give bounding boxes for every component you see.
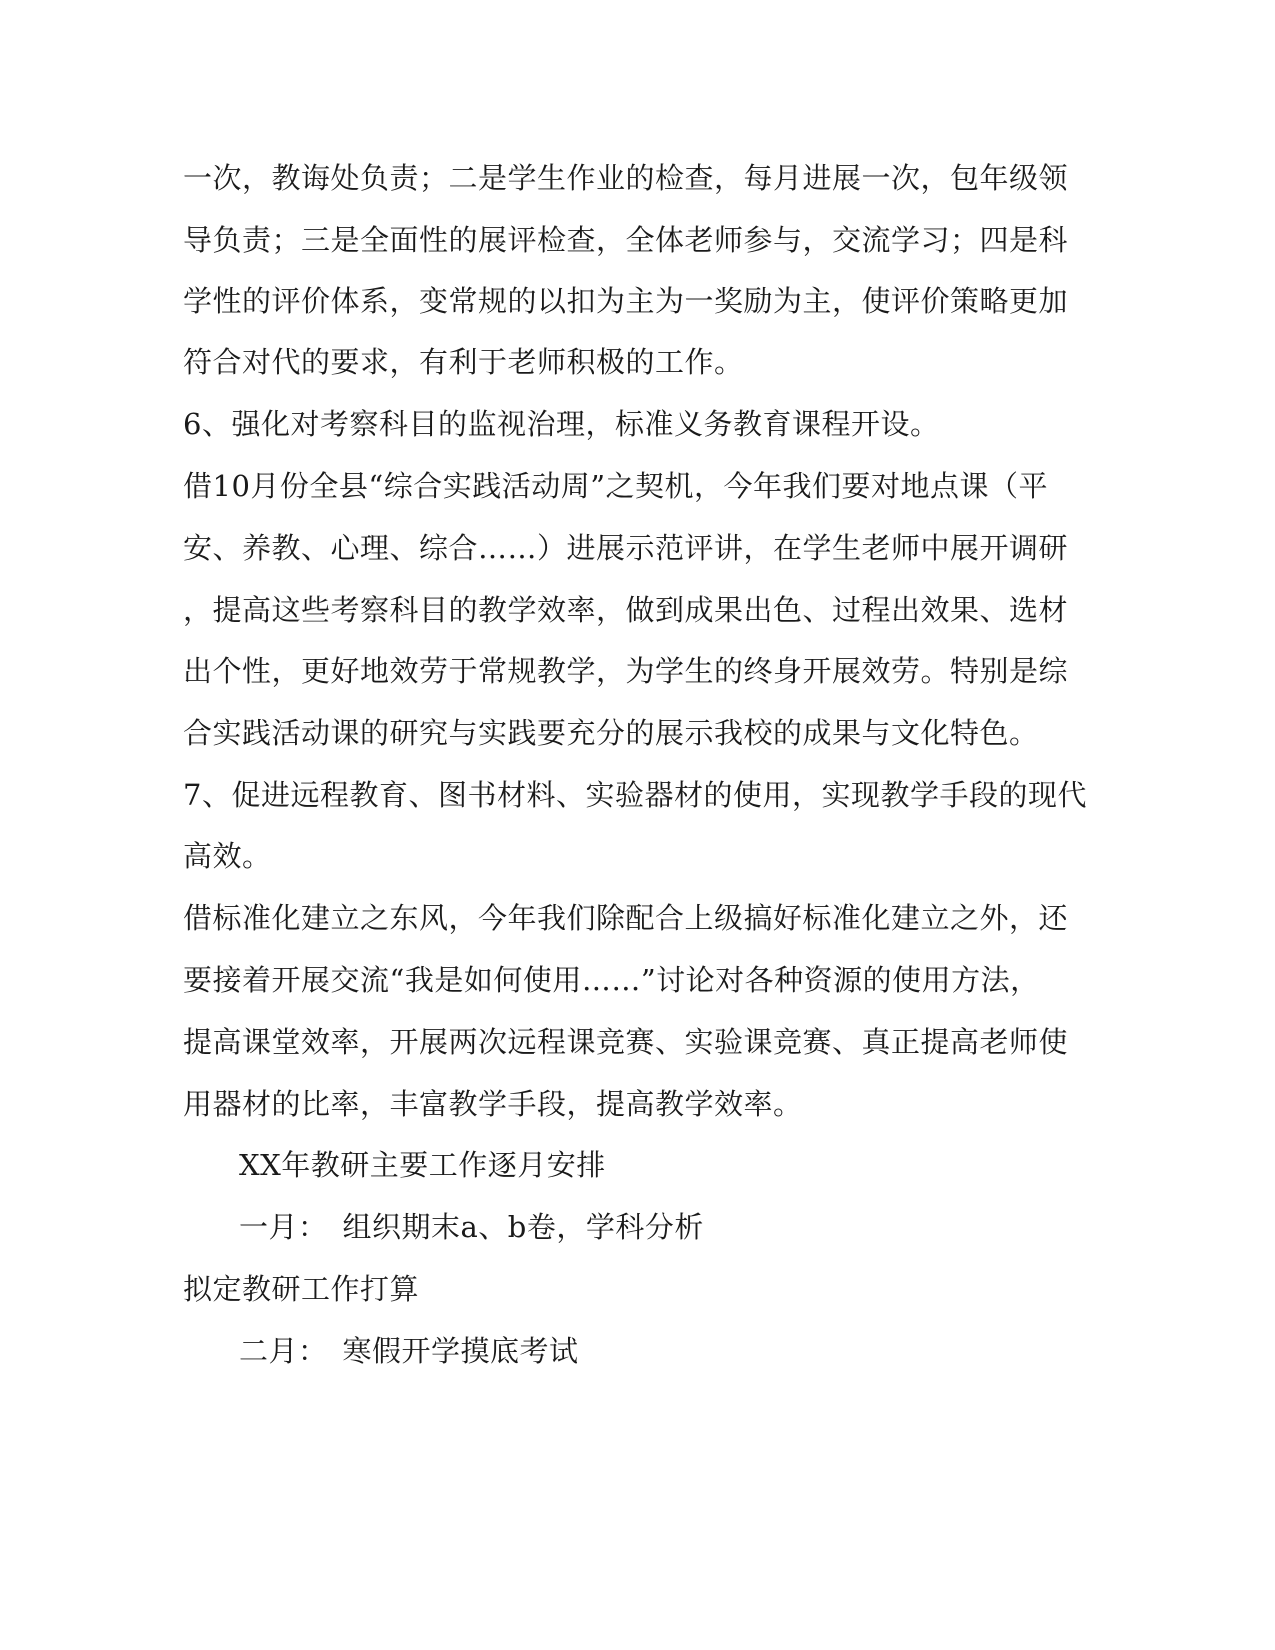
schedule-item-january: 一月： 组织期末a、b卷，学科分析 [239, 1210, 704, 1244]
text-line: 要接着开展交流“我是如何使用……”讨论对各种资源的使用方法， [183, 963, 1040, 997]
schedule-item-february: 二月： 寒假开学摸底考试 [239, 1334, 579, 1368]
text-line: 学性的评价体系，变常规的以扣为主为一奖励为主，使评价策略更加 [183, 284, 1069, 318]
text-line: 7、促进远程教育、图书材料、实验器材的使用，实现教学手段的现代 [183, 778, 1087, 812]
text-line: 提高课堂效率，开展两次远程课竞赛、实验课竞赛、真正提高老师使 [183, 1025, 1069, 1059]
text-line: 用器材的比率，丰富教学手段，提高教学效率。 [183, 1087, 803, 1121]
text-line: 符合对代的要求，有利于老师积极的工作。 [183, 345, 744, 379]
text-line: 借标准化建立之东风，今年我们除配合上级搞好标准化建立之外，还 [183, 901, 1069, 935]
text-line: ，提高这些考察科目的教学效率，做到成果出色、过程出效果、选材 [183, 593, 1069, 627]
text-line: 安、养教、心理、综合……）进展示范评讲，在学生老师中展开调研 [183, 531, 1069, 565]
text-line: 6、强化对考察科目的监视治理，标准义务教育课程开设。 [183, 407, 940, 441]
text-line: 合实践活动课的研究与实践要充分的展示我校的成果与文化特色。 [183, 716, 1039, 750]
text-line: 高效。 [183, 839, 272, 873]
schedule-heading: XX年教研主要工作逐月安排 [239, 1148, 606, 1182]
text-line: 一次，教诲处负责；二是学生作业的检查，每月进展一次，包年级领 [183, 161, 1069, 195]
text-line: 借10月份全县“综合实践活动周”之契机，今年我们要对地点课（平 [183, 469, 1049, 503]
text-line: 导负责；三是全面性的展评检查，全体老师参与，交流学习；四是科 [183, 223, 1069, 257]
text-line: 出个性，更好地效劳于常规教学，为学生的终身开展效劳。特别是综 [183, 654, 1069, 688]
schedule-item-continuation: 拟定教研工作打算 [183, 1272, 420, 1306]
